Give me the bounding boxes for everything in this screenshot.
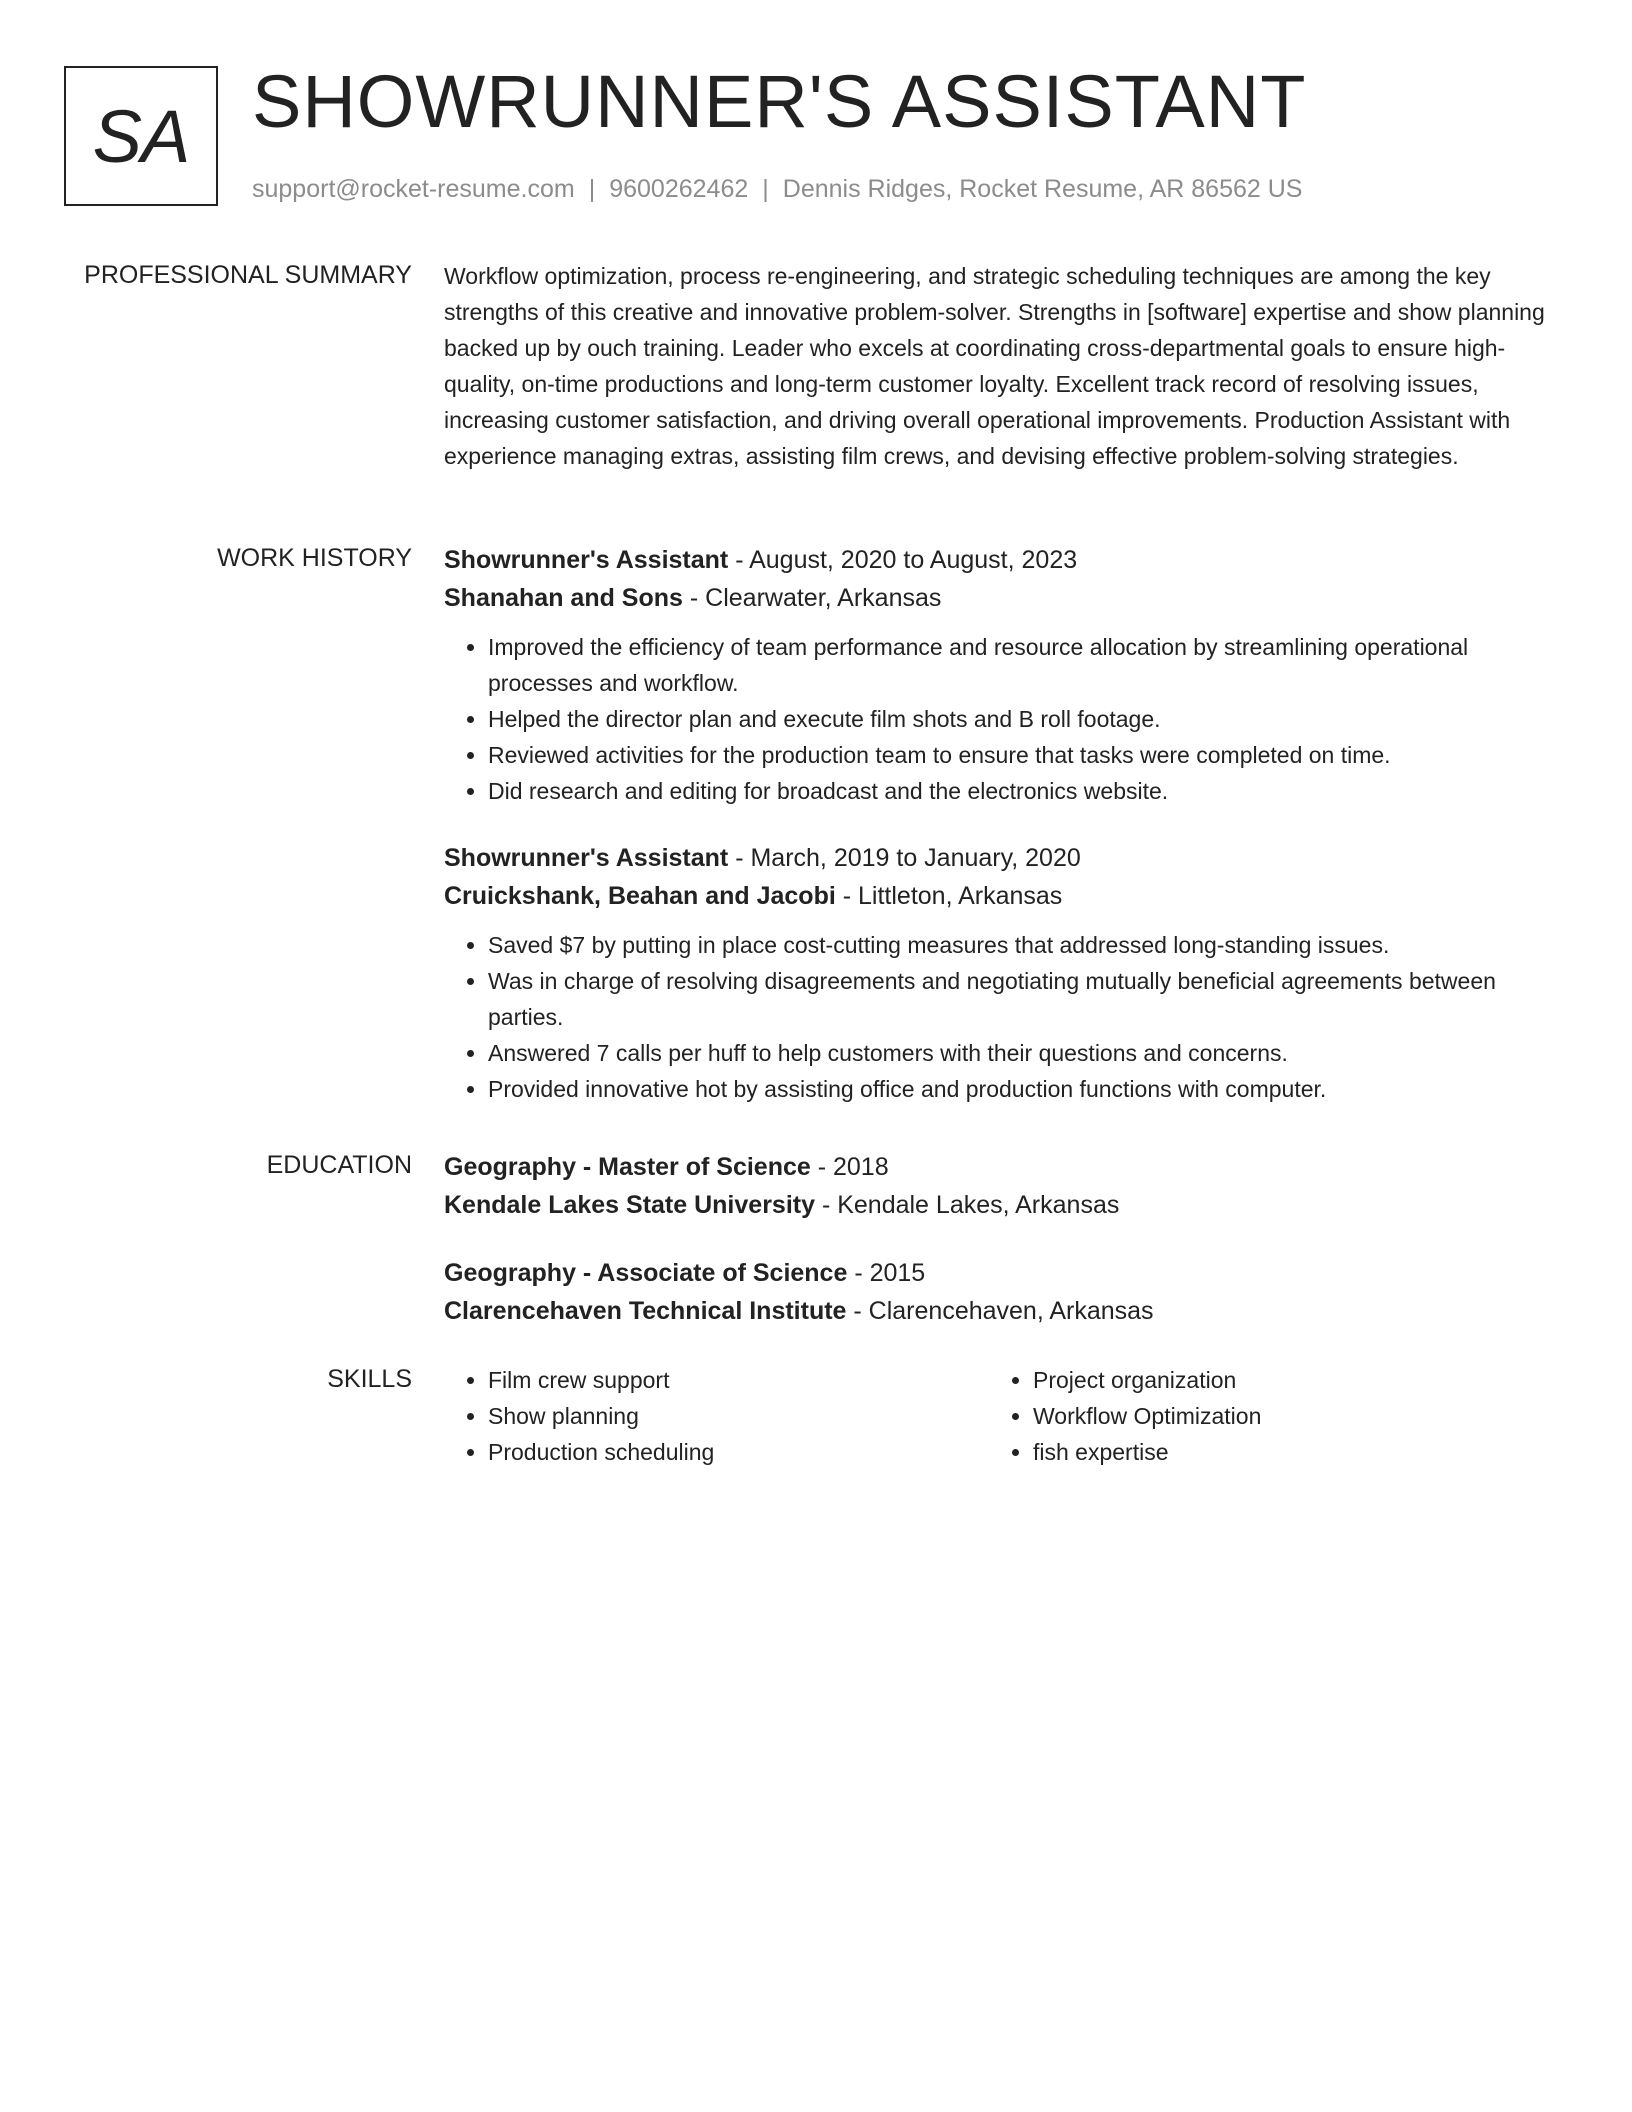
school-line — [444, 1186, 1556, 1224]
job-bullet: • Was in charge of resolving disagreements and negotiating mutually beneficial agreements between parties. — [488, 963, 1556, 1035]
job-dates: - March, 2019 to January, 2020 — [728, 844, 1081, 872]
job-bullet: • Saved $7 by putting in place cost-cutting measures that addressed long-standing issues. — [488, 927, 1556, 963]
section-label-education: EDUCATION — [266, 1151, 412, 1179]
work-history-body — [444, 541, 1556, 1107]
contact-phone: 9600262462 — [609, 175, 749, 203]
job-title-line — [444, 541, 1556, 579]
school-location: - Kendale Lakes, Arkansas — [815, 1191, 1120, 1219]
job-bullets — [444, 629, 1556, 809]
degree-line — [444, 1148, 1556, 1186]
school-line — [444, 1292, 1556, 1330]
job-title: Showrunner's Assistant — [444, 844, 729, 872]
section-label-work-history: WORK HISTORY — [217, 544, 412, 572]
job-bullet: • Helped the director plan and execute film shots and B roll footage. — [488, 701, 1556, 737]
section-label-skills: SKILLS — [327, 1365, 412, 1393]
skills-column-right — [989, 1362, 1534, 1470]
education-entry — [444, 1148, 1556, 1224]
skills-list — [989, 1362, 1534, 1470]
skills-list — [444, 1362, 989, 1470]
school-name: Kendale Lakes State University — [444, 1191, 815, 1219]
degree-name: Geography - Master of Science — [444, 1153, 811, 1181]
job-company: Shanahan and Sons — [444, 584, 683, 612]
contact-separator: | — [588, 175, 596, 203]
job-location: - Littleton, Arkansas — [835, 882, 1063, 910]
contact-line — [252, 172, 1302, 206]
contact-address: Dennis Ridges, Rocket Resume, AR 86562 US — [782, 175, 1303, 203]
job-location: - Clearwater, Arkansas — [682, 584, 942, 612]
job-bullets — [444, 927, 1556, 1107]
job-entry — [444, 541, 1556, 809]
school-name: Clarencehaven Technical Institute — [444, 1297, 847, 1325]
summary-text: Workflow optimization, process re-engineering, and strategic scheduling techniques are among the key strengths of this creative and innovative problem-solver. Strengths in [software] expertise and show planning backed up by ouch training. Leader who excels at coordinating cross-departmental goals to ensure high-quality, on-time productions and long-term customer loyalty. Excellent track record of resolving issues, increasing customer satisfaction, and driving overall operational improvements. Production Assistant with experience managing extras, assisting film crews, and devising effective problem-solving strategies. — [444, 263, 1545, 469]
job-dates: - August, 2020 to August, 2023 — [728, 546, 1078, 574]
job-bullet: • Improved the efficiency of team performance and resource allocation by streamlining operational processes and workflow. — [488, 629, 1556, 701]
monogram-initials: SA — [92, 94, 190, 178]
skills-column-left — [444, 1362, 989, 1470]
education-entry — [444, 1254, 1556, 1330]
job-company: Cruickshank, Beahan and Jacobi — [444, 882, 836, 910]
skill-item: • Show planning — [488, 1398, 989, 1434]
monogram-box — [64, 66, 218, 206]
degree-year: - 2015 — [847, 1259, 926, 1287]
candidate-name: SHOWRUNNER'S ASSISTANT — [252, 60, 1307, 143]
job-bullet: • Provided innovative hot by assisting office and production functions with computer. — [488, 1071, 1556, 1107]
skill-item: • fish expertise — [1033, 1434, 1534, 1470]
job-company-line — [444, 877, 1556, 915]
job-company-line — [444, 579, 1556, 617]
degree-line — [444, 1254, 1556, 1292]
skills-body — [444, 1362, 1556, 1470]
skills-grid — [444, 1362, 1556, 1470]
section-label-summary: PROFESSIONAL SUMMARY — [84, 261, 412, 289]
job-entry — [444, 839, 1556, 1107]
school-location: - Clarencehaven, Arkansas — [846, 1297, 1154, 1325]
job-bullet: • Did research and editing for broadcast and the electronics website. — [488, 773, 1556, 809]
job-title-line — [444, 839, 1556, 877]
skill-item: • Project organization — [1033, 1362, 1534, 1398]
job-title: Showrunner's Assistant — [444, 546, 729, 574]
job-bullet: • Reviewed activities for the production team to ensure that tasks were completed on time. — [488, 737, 1556, 773]
education-body — [444, 1148, 1556, 1330]
degree-name: Geography - Associate of Science — [444, 1259, 848, 1287]
contact-email: support@rocket-resume.com — [252, 175, 575, 203]
skill-item: • Workflow Optimization — [1033, 1398, 1534, 1434]
degree-year: - 2018 — [810, 1153, 889, 1181]
skill-item: • Film crew support — [488, 1362, 989, 1398]
contact-separator: | — [762, 175, 769, 203]
job-bullet: • Answered 7 calls per huff to help customers with their questions and concerns. — [488, 1035, 1556, 1071]
skill-item: • Production scheduling — [488, 1434, 989, 1470]
summary-body — [444, 258, 1556, 474]
